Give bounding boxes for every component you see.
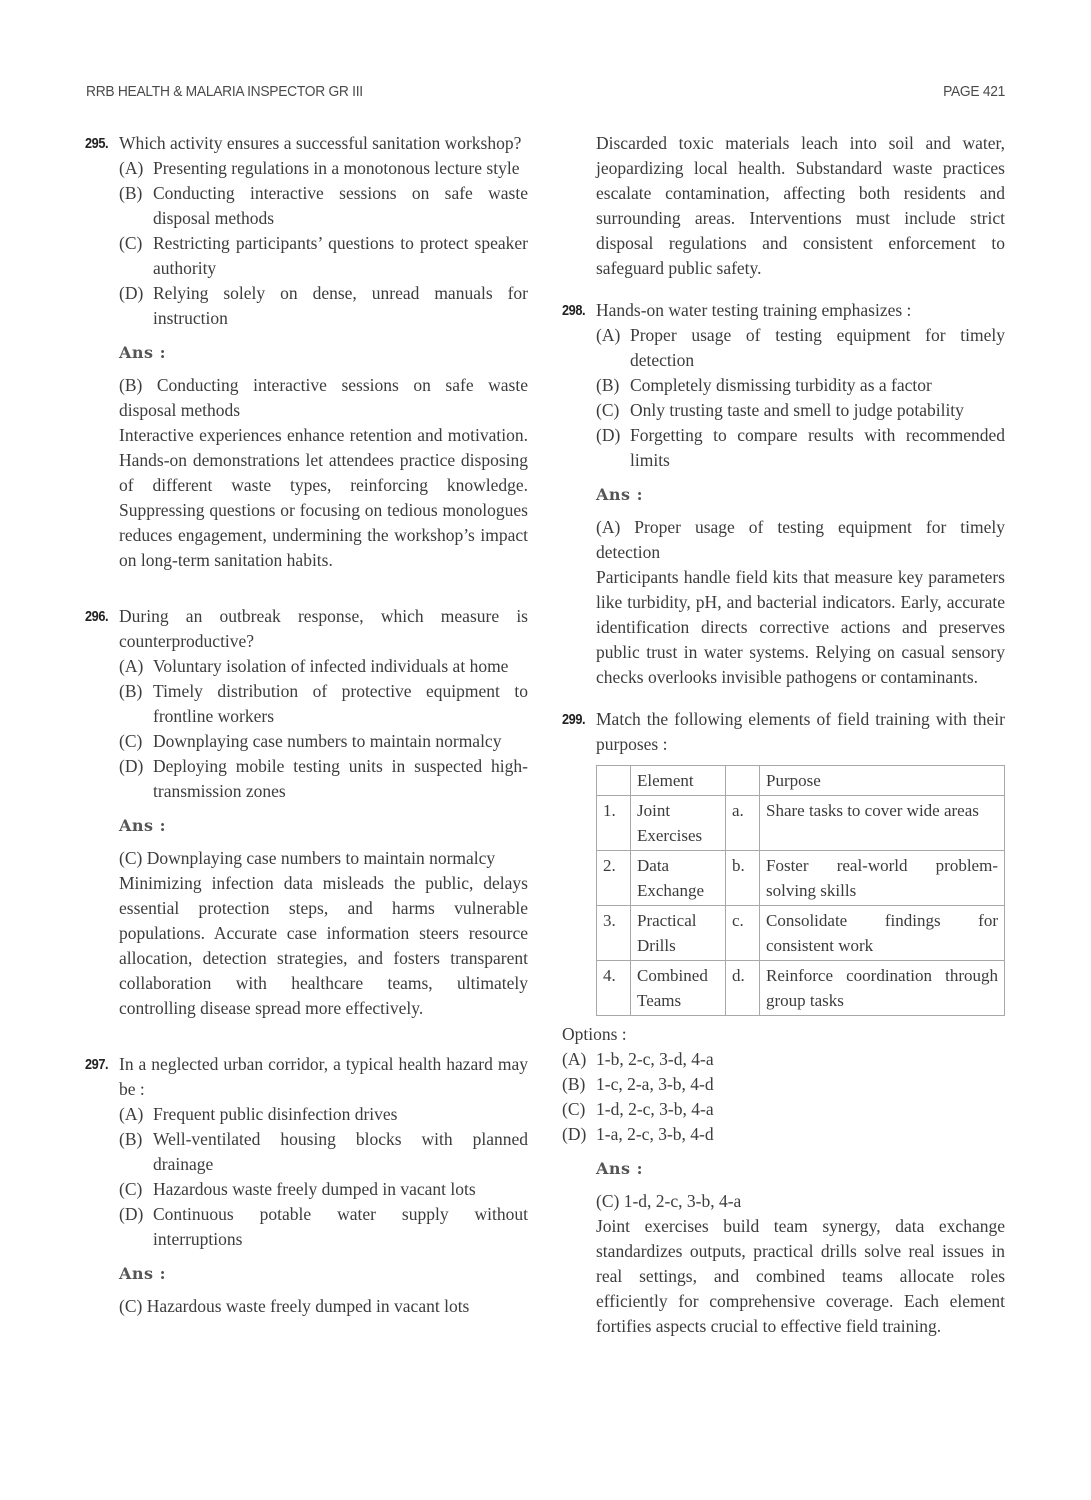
answer-text: (C) Downplaying case numbers to maintain normalcy: [119, 848, 496, 868]
question-295: [85, 131, 528, 573]
row-number: 3.: [597, 906, 631, 961]
table-row: [597, 906, 1005, 961]
option-label: (B): [562, 1074, 586, 1094]
question-number: 297.: [85, 1056, 109, 1073]
option-text: Timely distribution of protective equipment to frontline workers: [153, 681, 528, 726]
option-label: (A): [596, 325, 621, 345]
option-label: (B): [596, 375, 620, 395]
question-number: 298.: [562, 302, 586, 319]
table-row: [597, 796, 1005, 851]
table-row: [597, 851, 1005, 906]
answer-label: Ans :: [119, 343, 167, 362]
table-row: [597, 961, 1005, 1016]
book-title: RRB HEALTH & MALARIA INSPECTOR GR III: [86, 83, 363, 100]
option-label: (A): [119, 656, 144, 676]
option-text: Proper usage of testing equipment for timely detection: [630, 325, 1005, 370]
option-label: (C): [119, 233, 143, 253]
option-text: Continuous potable water supply without interruptions: [153, 1204, 528, 1249]
question-number: 296.: [85, 608, 109, 625]
purpose-cell: Foster real-world problem-solving skills: [760, 851, 1005, 906]
option-text: Restricting participants’ questions to protect speaker authority: [153, 233, 528, 278]
option-d: [119, 281, 528, 331]
question-299: [562, 707, 1005, 1016]
page-header: [86, 83, 1006, 103]
option-b: [596, 373, 1005, 398]
option-d: [562, 1122, 1005, 1147]
answer-label: Ans :: [596, 485, 644, 504]
question-text: In a neglected urban corridor, a typical health hazard may be :: [119, 1054, 528, 1099]
option-text: Presenting regulations in a monotonous lecture style: [153, 158, 520, 178]
option-c: [562, 1097, 1005, 1122]
question-296: [85, 604, 528, 1021]
option-c: [119, 729, 528, 754]
option-label: (D): [119, 756, 144, 776]
row-letter: b.: [726, 851, 760, 906]
answer-label: Ans :: [596, 1159, 644, 1178]
option-label: (A): [119, 1104, 144, 1124]
option-text: Well-ventilated housing blocks with planned drainage: [153, 1129, 528, 1174]
row-letter: a.: [726, 796, 760, 851]
question-number: 295.: [85, 135, 109, 152]
options-title: Options :: [562, 1024, 627, 1044]
question-number: 299.: [562, 711, 586, 728]
left-column: [85, 131, 528, 1319]
element-cell: Practical Drills: [631, 906, 726, 961]
option-a: [119, 654, 528, 679]
option-label: (D): [119, 1204, 144, 1224]
option-label: (C): [119, 1179, 143, 1199]
option-text: Frequent public disinfection drives: [153, 1104, 398, 1124]
question-299-answer: [562, 1156, 1005, 1339]
right-column: [562, 131, 1005, 1339]
question-text: Hands-on water testing training emphasizes :: [596, 300, 912, 320]
answer-text: (A) Proper usage of testing equipment for timely detection: [596, 517, 1005, 562]
purpose-cell: Reinforce coordination through group tasks: [760, 961, 1005, 1016]
element-cell: Joint Exercises: [631, 796, 726, 851]
option-text: Forgetting to compare results with recommended limits: [630, 425, 1005, 470]
option-label: (B): [119, 183, 143, 203]
question-text: Match the following elements of field training with their purposes :: [596, 709, 1005, 754]
option-text: Hazardous waste freely dumped in vacant lots: [153, 1179, 476, 1199]
table-header-cell: Element: [631, 766, 726, 796]
option-d: [596, 423, 1005, 473]
option-d: [119, 754, 528, 804]
option-text: 1-d, 2-c, 3-b, 4-a: [596, 1099, 714, 1119]
option-text: 1-b, 2-c, 3-d, 4-a: [596, 1049, 714, 1069]
explanation: Joint exercises build team synergy, data exchange standardizes outputs, practical drills solve real issues in real settings, and combined teams allocate roles efficiently for comprehensive coverage. Each element fortifies aspects crucial to effective field training.: [596, 1216, 1005, 1336]
option-a: [562, 1047, 1005, 1072]
option-a: [119, 1102, 528, 1127]
explanation: Participants handle field kits that measure key parameters like turbidity, pH, and bacterial indicators. Early, accurate identification directs corrective actions and preserves public trust in water systems. Relying on casual sensory checks overlooks invisible pathogens or contaminants.: [596, 567, 1005, 687]
options-block: [562, 1022, 1005, 1147]
option-text: Completely dismissing turbidity as a factor: [630, 375, 932, 395]
explanation: Discarded toxic materials leach into soil and water, jeopardizing local health. Substandard waste practices escalate contamination, affecting both residents and surrounding areas. Interventions must include strict disposal regulations and consistent enforcement to safeguard public safety.: [596, 133, 1005, 278]
row-number: 2.: [597, 851, 631, 906]
table-header-cell: [597, 766, 631, 796]
option-text: Only trusting taste and smell to judge potability: [630, 400, 964, 420]
option-c: [119, 231, 528, 281]
option-label: (B): [119, 681, 143, 701]
answer-text: (C) Hazardous waste freely dumped in vacant lots: [119, 1296, 470, 1316]
answer-text: (C) 1-d, 2-c, 3-b, 4-a: [596, 1191, 742, 1211]
option-label: (B): [119, 1129, 143, 1149]
element-cell: Data Exchange: [631, 851, 726, 906]
purpose-cell: Consolidate findings for consistent work: [760, 906, 1005, 961]
option-label: (D): [119, 283, 144, 303]
answer-label: Ans :: [119, 816, 167, 835]
option-label: (C): [562, 1099, 586, 1119]
option-c: [119, 1177, 528, 1202]
explanation: Interactive experiences enhance retention and motivation. Hands-on demonstrations let attendees practice disposing of different waste types, reinforcing knowledge. Suppressing questions or focusing on tedious monologues reduces engagement, undermining the workshop’s impact on long-term sanitation habits.: [119, 425, 528, 570]
option-text: Deploying mobile testing units in suspected high-transmission zones: [153, 756, 528, 801]
element-cell: Combined Teams: [631, 961, 726, 1016]
table-header-cell: [726, 766, 760, 796]
row-letter: d.: [726, 961, 760, 1016]
option-label: (C): [596, 400, 620, 420]
option-label: (D): [596, 425, 621, 445]
table-header-row: [597, 766, 1005, 796]
row-number: 4.: [597, 961, 631, 1016]
option-b: [119, 1127, 528, 1177]
option-text: Voluntary isolation of infected individuals at home: [153, 656, 509, 676]
table-header-cell: Purpose: [760, 766, 1005, 796]
option-text: Relying solely on dense, unread manuals for instruction: [153, 283, 528, 328]
row-letter: c.: [726, 906, 760, 961]
option-label: (D): [562, 1124, 587, 1144]
page-number: PAGE 421: [943, 83, 1006, 100]
explanation: Minimizing infection data misleads the public, delays essential protection steps, and harms vulnerable populations. Accurate case information steers resource allocation, detection strategies, and fosters transparent collaboration with healthcare teams, ultimately controlling disease spread more effectively.: [119, 873, 528, 1018]
option-b: [119, 181, 528, 231]
question-text: Which activity ensures a successful sanitation workshop?: [119, 133, 522, 153]
option-b: [119, 679, 528, 729]
option-a: [119, 156, 528, 181]
option-c: [596, 398, 1005, 423]
question-297-continued: [562, 131, 1005, 281]
option-text: Conducting interactive sessions on safe waste disposal methods: [153, 183, 528, 228]
option-d: [119, 1202, 528, 1252]
option-text: 1-c, 2-a, 3-b, 4-d: [596, 1074, 714, 1094]
answer-text: (B) Conducting interactive sessions on safe waste disposal methods: [119, 375, 528, 420]
purpose-cell: Share tasks to cover wide areas: [760, 796, 1005, 851]
match-table: [596, 765, 1005, 1016]
option-a: [596, 323, 1005, 373]
option-label: (C): [119, 731, 143, 751]
option-label: (A): [119, 158, 144, 178]
question-297: [85, 1052, 528, 1319]
option-label: (A): [562, 1049, 587, 1069]
answer-label: Ans :: [119, 1264, 167, 1283]
option-text: 1-a, 2-c, 3-b, 4-d: [596, 1124, 714, 1144]
row-number: 1.: [597, 796, 631, 851]
question-298: [562, 298, 1005, 690]
option-text: Downplaying case numbers to maintain normalcy: [153, 731, 502, 751]
option-b: [562, 1072, 1005, 1097]
question-text: During an outbreak response, which measure is counterproductive?: [119, 606, 528, 651]
